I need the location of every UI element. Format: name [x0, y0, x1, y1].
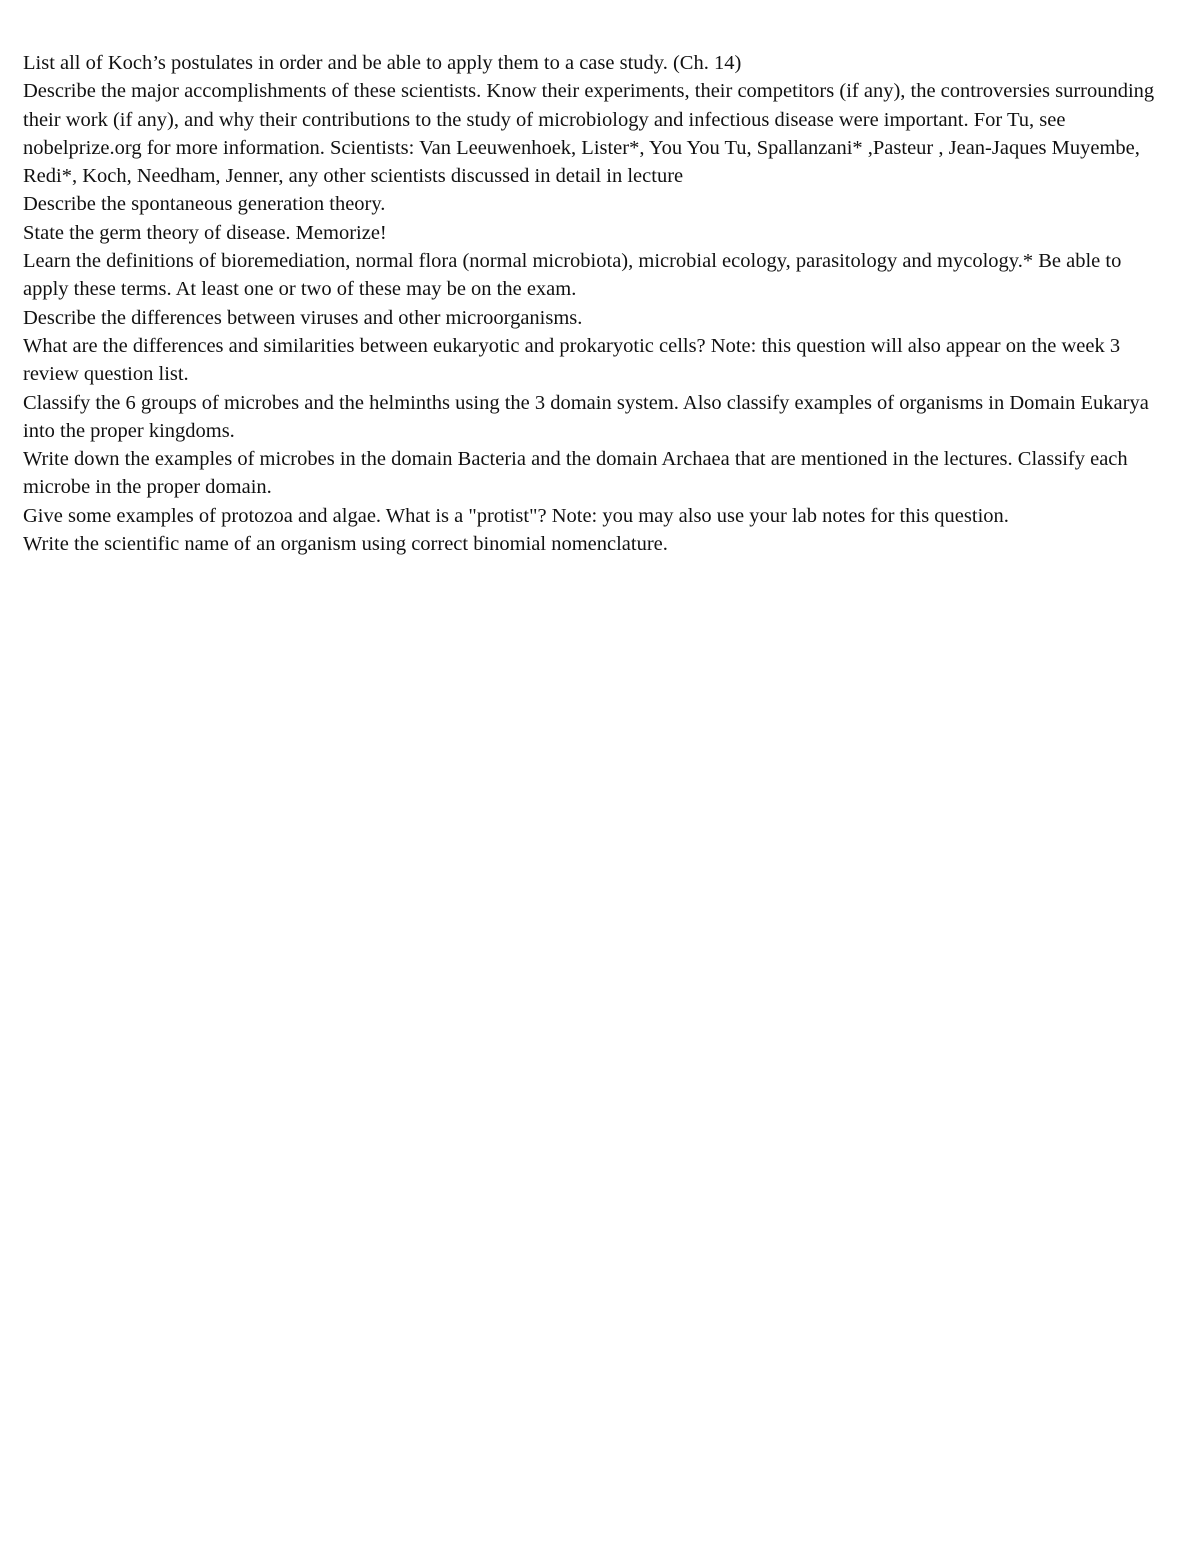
review-question-list: [23, 49, 1163, 558]
question-item-eukaryotic-prokaryotic: What are the differences and similarities between eukaryotic and prokaryotic cells? Note: this question will also appear on the week 3 review question list.: [23, 334, 1121, 386]
question-item-germ-theory: State the germ theory of disease. Memorize!: [23, 221, 387, 244]
question-item-classify-microbes: Classify the 6 groups of microbes and the helminths using the 3 domain system. Also classify examples of organisms in Domain Eukarya into the proper kingdoms.: [23, 391, 1149, 442]
question-item-binomial-nomenclature: Write the scientific name of an organism using correct binomial nomenclature.: [23, 533, 668, 556]
question-item-koch-postulates: List all of Koch’s postulates in order and be able to apply them to a case study. (Ch. 14): [23, 52, 742, 74]
question-item-protozoa-algae: Give some examples of protozoa and algae. What is a "protist"? Note: you may also use your lab notes for this question.: [23, 504, 1009, 527]
question-item-spontaneous-generation: Describe the spontaneous generation theory.: [23, 193, 386, 216]
question-item-bacteria-archaea: Write down the examples of microbes in the domain Bacteria and the domain Archaea that are mentioned in the lectures. Classify each microbe in the proper domain.: [23, 448, 1128, 499]
question-item-viruses: Describe the differences between viruses and other microorganisms.: [23, 306, 583, 329]
question-item-definitions: Learn the definitions of bioremediation, normal flora (normal microbiota), microbial ecology, parasitology and mycology.* Be able to apply these terms. At least one or two of these may be on the exam.: [23, 250, 1122, 301]
question-item-scientists: Describe the major accomplishments of these scientists. Know their experiments, their competitors (if any), the controversies surrounding their work (if any), and why their contributions to the study of microbiology and infectious disease were important. For Tu, see nobelprize.org for more information. Scientists: Van Leeuwenhoek, Lister*, You You Tu, Spallanzani* ,Pasteur , Jean-Jaques Muyembe, Redi*, Koch, Needham, Jenner, any other scientists discussed in detail in lecture: [23, 80, 1155, 188]
